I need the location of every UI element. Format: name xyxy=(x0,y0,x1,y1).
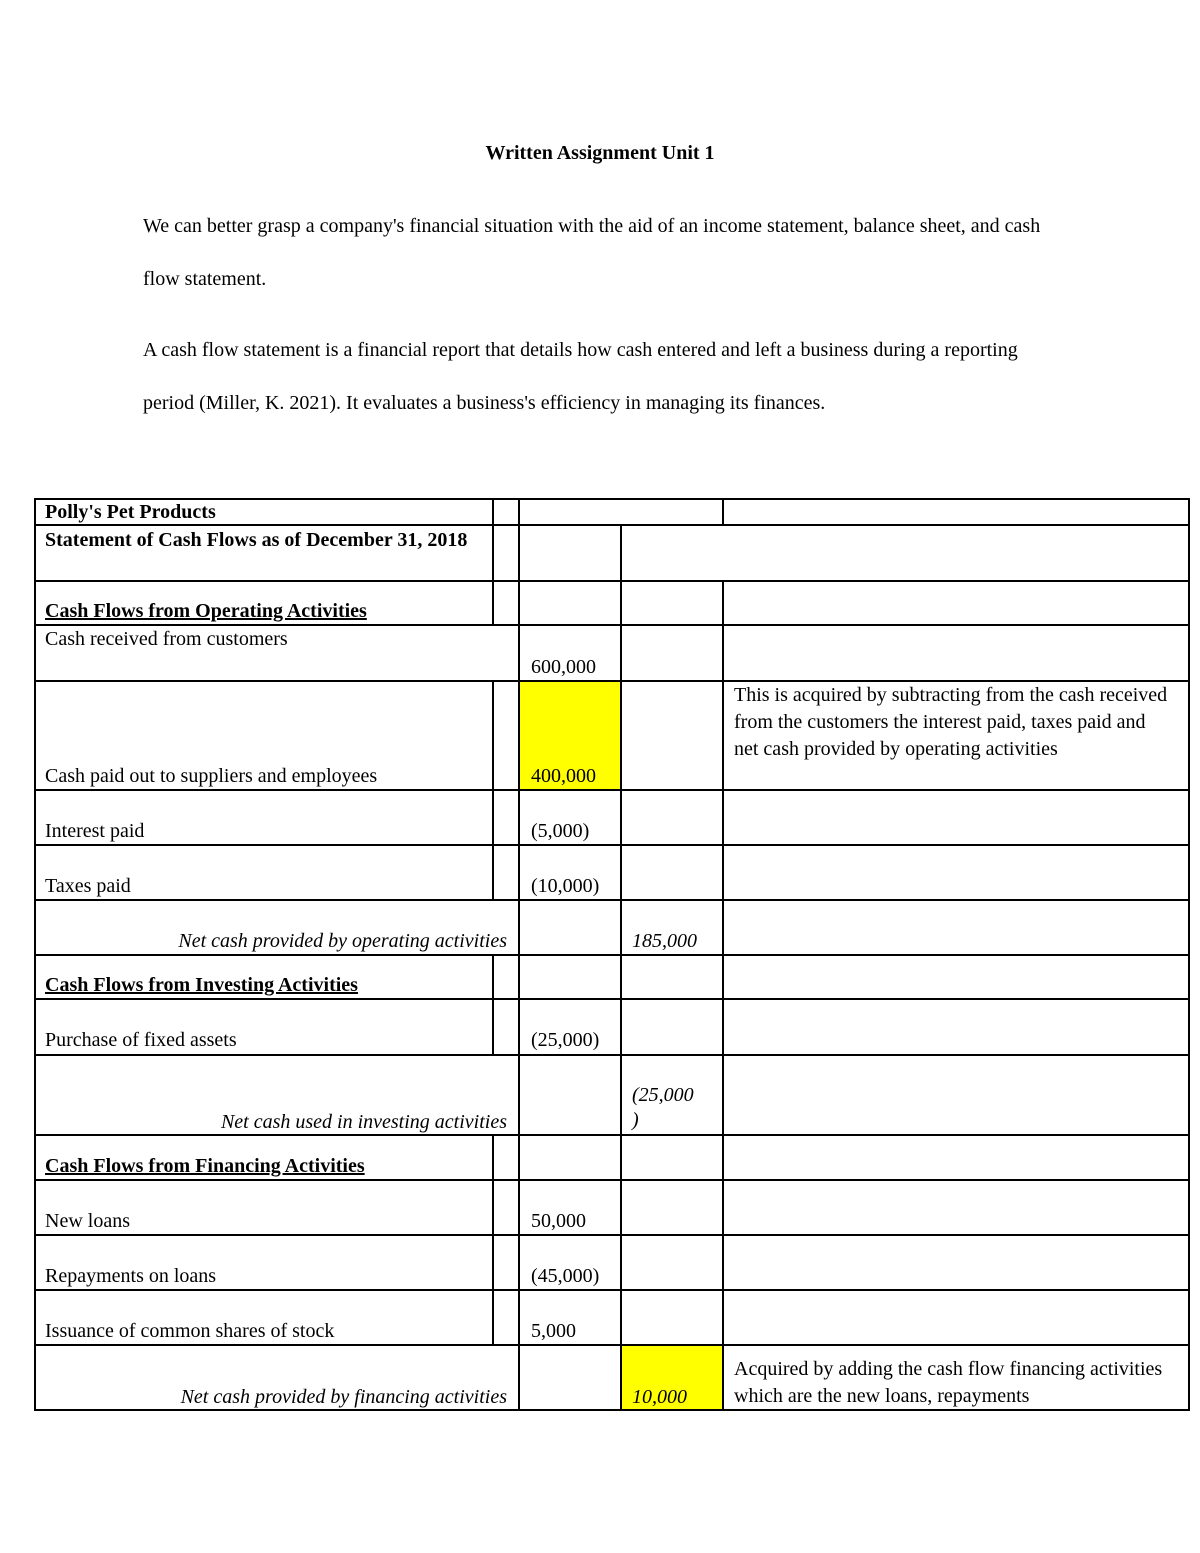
new-loans-value: 50,000 xyxy=(531,1210,586,1232)
cash-paid-note: This is acquired by subtracting from the cash received from the customers the interest paid, taxes paid and net cash provided by operating activities xyxy=(734,684,1168,760)
net-operating-value: 185,000 xyxy=(632,930,697,952)
cash-paid-label: Cash paid out to suppliers and employees xyxy=(45,765,378,787)
net-investing-value-paren: ) xyxy=(632,1109,639,1131)
repayments-value: (45,000) xyxy=(531,1265,600,1287)
cash-flow-table xyxy=(34,498,1190,1412)
cash-paid-value: 400,000 xyxy=(531,765,596,787)
interest-paid-value: (5,000) xyxy=(531,820,590,842)
cash-flow-definition-paragraph: A cash flow statement is a financial report that details how cash entered and left a business during a reporting period (Miller, K. 2021). It evaluates a business's efficiency in managing its finances. xyxy=(143,339,1018,414)
cash-received-label: Cash received from customers xyxy=(45,628,288,650)
taxes-paid-label: Taxes paid xyxy=(45,875,131,897)
purchase-fixed-assets-value: (25,000) xyxy=(531,1029,600,1051)
cash-received-value: 600,000 xyxy=(531,656,596,678)
intro-paragraph: We can better grasp a company's financial situation with the aid of an income statement, balance sheet, and cash flow statement. xyxy=(143,215,1041,290)
statement-title: Statement of Cash Flows as of December 31, 2018 xyxy=(45,529,468,551)
taxes-paid-value: (10,000) xyxy=(531,875,600,897)
purchase-fixed-assets-label: Purchase of fixed assets xyxy=(45,1029,237,1051)
issuance-stock-label: Issuance of common shares of stock xyxy=(45,1320,335,1342)
operating-activities-heading: Cash Flows from Operating Activities xyxy=(45,600,367,622)
net-financing-note: Acquired by adding the cash flow financing activities which are the new loans, repayments xyxy=(734,1358,1163,1407)
investing-activities-heading: Cash Flows from Investing Activities xyxy=(45,974,358,996)
interest-paid-label: Interest paid xyxy=(45,820,145,842)
new-loans-label: New loans xyxy=(45,1210,130,1232)
repayments-label: Repayments on loans xyxy=(45,1265,217,1287)
net-financing-label: Net cash provided by financing activities xyxy=(180,1386,507,1408)
net-operating-label: Net cash provided by operating activities xyxy=(178,930,507,952)
net-investing-value: (25,000 xyxy=(632,1084,694,1106)
net-financing-value: 10,000 xyxy=(632,1386,687,1408)
net-investing-label: Net cash used in investing activities xyxy=(220,1111,507,1133)
financing-activities-heading: Cash Flows from Financing Activities xyxy=(45,1155,365,1177)
document-title: Written Assignment Unit 1 xyxy=(485,142,715,164)
issuance-stock-value: 5,000 xyxy=(531,1320,576,1342)
company-name: Polly's Pet Products xyxy=(45,501,216,523)
